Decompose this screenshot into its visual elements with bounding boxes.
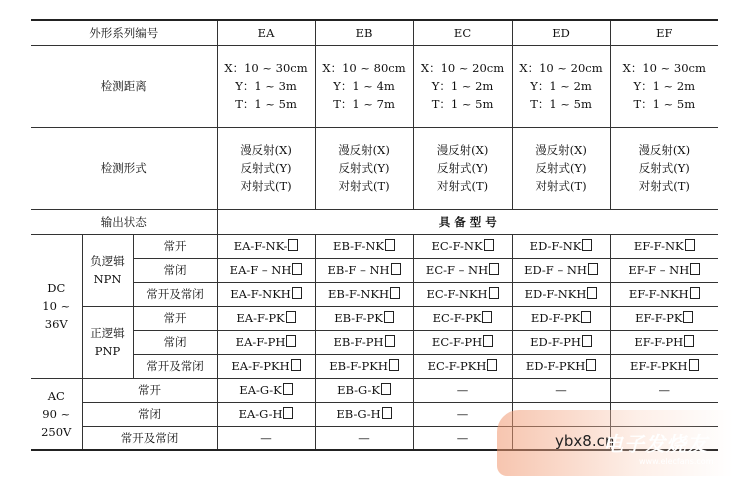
model-cell xyxy=(315,426,413,450)
series-header: EC xyxy=(413,20,512,45)
form-value: 漫反射(X) xyxy=(240,143,292,157)
watermark-site: ybx8.cn xyxy=(555,432,615,450)
distance-cell xyxy=(610,45,718,127)
model-cell xyxy=(315,234,413,258)
placeholder-box-icon xyxy=(389,359,399,371)
series-header: EF xyxy=(610,20,718,45)
distance-cell xyxy=(217,45,315,127)
model-cell xyxy=(315,282,413,306)
state-label: 常闭 xyxy=(133,330,217,354)
placeholder-box-icon xyxy=(685,239,695,251)
model-cell xyxy=(315,258,413,282)
dc-text: DC xyxy=(47,281,66,295)
distance-value: Y：1 ~ 3m xyxy=(235,79,297,93)
placeholder-box-icon xyxy=(582,335,592,347)
placeholder-box-icon xyxy=(487,359,497,371)
model-cell xyxy=(217,258,315,282)
model-cell xyxy=(413,330,512,354)
model-code: EB-F-NKH xyxy=(328,287,390,301)
logic-text: 负逻辑 xyxy=(90,254,125,268)
model-code: EA-F-NK- xyxy=(233,239,288,253)
placeholder-box-icon xyxy=(385,239,395,251)
placeholder-box-icon xyxy=(586,359,596,371)
model-cell xyxy=(512,234,610,258)
model-code: — xyxy=(456,407,469,421)
placeholder-box-icon xyxy=(690,287,700,299)
placeholder-box-icon xyxy=(288,239,298,251)
model-cell xyxy=(413,378,512,402)
row-label: 外形系列编号 xyxy=(31,20,217,45)
distance-value: T：1 ~ 5m xyxy=(530,97,592,111)
form-value: 对射式(T) xyxy=(535,179,587,193)
state-label: 常开及常闭 xyxy=(133,282,217,306)
model-cell xyxy=(217,402,315,426)
state-label: 常闭 xyxy=(82,402,217,426)
form-value: 漫反射(X) xyxy=(436,143,489,157)
placeholder-box-icon xyxy=(291,359,301,371)
model-cell xyxy=(413,402,512,426)
model-code: EA-F-PKH xyxy=(231,359,290,373)
series-header: EA xyxy=(217,20,315,45)
distance-value: T：1 ~ 5m xyxy=(235,97,297,111)
output-row xyxy=(31,209,718,234)
dc-row xyxy=(31,258,718,282)
form-value: 对射式(T) xyxy=(338,179,390,193)
model-cell xyxy=(413,258,512,282)
model-code: EA-F-PH xyxy=(235,335,286,349)
placeholder-box-icon xyxy=(683,311,693,323)
form-value: 反射式(Y) xyxy=(436,161,489,175)
form-value: 反射式(Y) xyxy=(240,161,292,175)
placeholder-box-icon xyxy=(489,287,499,299)
dc-row xyxy=(31,330,718,354)
distance-value: X：10 ~ 30cm xyxy=(224,61,308,75)
placeholder-box-icon xyxy=(292,287,302,299)
model-code: — xyxy=(260,430,272,445)
ac-row xyxy=(31,378,718,402)
model-cell xyxy=(512,354,610,378)
model-code: EF-F-PK xyxy=(635,311,683,325)
form-value: 漫反射(X) xyxy=(638,143,691,157)
distance-value: X：10 ~ 20cm xyxy=(420,61,505,75)
row-label: 检测形式 xyxy=(31,127,217,209)
logic-text: 正逻辑 xyxy=(90,326,125,340)
model-cell xyxy=(217,306,315,330)
model-code: EF-F-NK xyxy=(633,239,684,253)
form-value: 漫反射(X) xyxy=(535,143,587,157)
distance-value: T：1 ~ 7m xyxy=(333,97,395,111)
model-code: EB-G-H xyxy=(336,407,381,421)
placeholder-box-icon xyxy=(588,263,598,275)
form-row xyxy=(31,127,718,209)
model-code: EC-F-PK xyxy=(432,311,482,325)
model-code: EC-F-NKH xyxy=(426,287,488,301)
logic-text: NPN xyxy=(93,272,122,286)
form-cell xyxy=(610,127,718,209)
sensor-model-table xyxy=(31,19,718,451)
model-cell xyxy=(610,282,718,306)
model-code: ED-F-PH xyxy=(530,335,581,349)
model-code: ED-F-PK xyxy=(530,311,581,325)
model-code: ED-F-NKH xyxy=(524,287,587,301)
form-value: 反射式(Y) xyxy=(535,161,587,175)
model-code: ED-F – NH xyxy=(524,263,587,277)
model-cell xyxy=(413,234,512,258)
form-value: 对射式(T) xyxy=(436,179,489,193)
model-code: ED-F-NK xyxy=(529,239,582,253)
state-label: 常开 xyxy=(133,234,217,258)
model-code: EB-F-PKH xyxy=(329,359,388,373)
form-cell xyxy=(413,127,512,209)
placeholder-box-icon xyxy=(587,287,597,299)
distance-cell xyxy=(512,45,610,127)
placeholder-box-icon xyxy=(283,383,293,395)
placeholder-box-icon xyxy=(292,263,302,275)
state-label: 常开 xyxy=(82,378,217,402)
state-label: 常开及常闭 xyxy=(133,354,217,378)
placeholder-box-icon xyxy=(484,239,494,251)
model-cell xyxy=(610,378,718,402)
distance-value: T：1 ~ 5m xyxy=(633,97,696,111)
model-code: ED-F-PKH xyxy=(525,359,586,373)
placeholder-box-icon xyxy=(283,407,293,419)
model-cell xyxy=(217,234,315,258)
placeholder-box-icon xyxy=(384,311,394,323)
model-cell xyxy=(610,234,718,258)
logic-label xyxy=(82,306,133,378)
form-value: 漫反射(X) xyxy=(338,143,390,157)
distance-cell xyxy=(413,45,512,127)
model-cell xyxy=(217,282,315,306)
distance-value: X：10 ~ 20cm xyxy=(519,61,603,75)
model-code: EB-G-K xyxy=(337,383,380,397)
model-code: EB-F-PH xyxy=(333,335,384,349)
logic-label xyxy=(82,234,133,306)
row-label: 检测距离 xyxy=(31,45,217,127)
form-value: 反射式(Y) xyxy=(638,161,690,175)
ac-label xyxy=(31,378,82,450)
model-code: EF-F-PKH xyxy=(630,359,688,373)
placeholder-box-icon xyxy=(391,263,401,275)
model-cell xyxy=(610,306,718,330)
distance-row xyxy=(31,45,718,127)
model-code: — xyxy=(358,430,370,445)
model-cell xyxy=(512,378,610,402)
row-label: 输出状态 xyxy=(31,209,217,234)
dc-label xyxy=(31,234,82,378)
model-cell xyxy=(413,282,512,306)
placeholder-box-icon xyxy=(286,311,296,323)
model-code: EA-F – NH xyxy=(229,263,292,277)
model-code: EF-F-PH xyxy=(634,335,684,349)
model-cell xyxy=(413,306,512,330)
model-code: EB-F-NK xyxy=(333,239,384,253)
watermark-brand: 电子发烧友 xyxy=(603,432,708,456)
model-cell xyxy=(610,258,718,282)
model-cell xyxy=(217,354,315,378)
form-cell xyxy=(512,127,610,209)
distance-value: T：1 ~ 5m xyxy=(431,97,494,111)
placeholder-box-icon xyxy=(390,287,400,299)
state-label: 常开 xyxy=(133,306,217,330)
model-cell xyxy=(512,282,610,306)
placeholder-box-icon xyxy=(286,335,296,347)
model-code: — xyxy=(456,430,469,445)
model-code: EF-F-NKH xyxy=(628,287,689,301)
model-code: EA-F-NKH xyxy=(230,287,291,301)
watermark-url: www.elecfans.com xyxy=(639,457,714,466)
placeholder-box-icon xyxy=(385,335,395,347)
model-cell xyxy=(512,330,610,354)
distance-value: X：10 ~ 30cm xyxy=(622,61,706,75)
distance-value: Y：1 ~ 2m xyxy=(431,79,494,93)
form-cell xyxy=(315,127,413,209)
model-code: EB-F-PK xyxy=(334,311,383,325)
distance-value: Y：1 ~ 2m xyxy=(530,79,592,93)
placeholder-box-icon xyxy=(483,335,493,347)
state-label: 常闭 xyxy=(133,258,217,282)
model-code: — xyxy=(456,383,469,397)
model-cell xyxy=(512,306,610,330)
ac-text: 90 ~ 250V xyxy=(41,406,72,439)
model-cell xyxy=(413,354,512,378)
models-header: 具 备 型 号 xyxy=(217,209,718,234)
model-cell xyxy=(512,258,610,282)
placeholder-box-icon xyxy=(582,239,592,251)
state-label: 常开及常闭 xyxy=(82,426,217,450)
ac-text: AC xyxy=(47,388,65,403)
header-row xyxy=(31,20,718,45)
form-cell xyxy=(217,127,315,209)
form-value: 对射式(T) xyxy=(240,179,292,193)
model-code: EA-G-K xyxy=(239,383,282,397)
distance-value: X：10 ~ 80cm xyxy=(322,61,406,75)
distance-value: Y：1 ~ 4m xyxy=(333,79,395,93)
watermark-logo xyxy=(497,410,733,476)
model-cell xyxy=(217,330,315,354)
placeholder-box-icon xyxy=(489,263,499,275)
model-cell xyxy=(315,378,413,402)
model-code: EC-F – NH xyxy=(425,263,489,277)
placeholder-box-icon xyxy=(684,335,694,347)
model-cell xyxy=(610,354,718,378)
distance-cell xyxy=(315,45,413,127)
placeholder-box-icon xyxy=(482,311,492,323)
dc-row xyxy=(31,282,718,306)
placeholder-box-icon xyxy=(381,383,391,395)
dc-row xyxy=(31,354,718,378)
model-cell xyxy=(610,330,718,354)
form-value: 对射式(T) xyxy=(638,179,690,193)
model-code: EA-F-PK xyxy=(236,311,285,325)
model-code: EC-F-NK xyxy=(431,239,483,253)
model-cell xyxy=(315,402,413,426)
placeholder-box-icon xyxy=(382,407,392,419)
dc-row xyxy=(31,306,718,330)
model-code: — xyxy=(555,383,567,397)
model-cell xyxy=(217,426,315,450)
model-code: EB-F – NH xyxy=(327,263,390,277)
model-code: EC-F-PH xyxy=(431,335,483,349)
series-header: ED xyxy=(512,20,610,45)
model-cell xyxy=(315,330,413,354)
placeholder-box-icon xyxy=(581,311,591,323)
model-cell xyxy=(315,354,413,378)
distance-value: Y：1 ~ 2m xyxy=(633,79,696,93)
placeholder-box-icon xyxy=(689,359,699,371)
dc-text: 10 ~ 36V xyxy=(42,299,71,331)
model-cell xyxy=(315,306,413,330)
model-code: — xyxy=(658,383,671,397)
placeholder-box-icon xyxy=(690,263,700,275)
dc-row xyxy=(31,234,718,258)
model-code: EF-F – NH xyxy=(628,263,690,277)
series-header: EB xyxy=(315,20,413,45)
form-value: 反射式(Y) xyxy=(338,161,390,175)
model-code: EA-G-H xyxy=(238,407,283,421)
model-cell xyxy=(217,378,315,402)
model-code: EC-F-PKH xyxy=(427,359,487,373)
logic-text: PNP xyxy=(94,344,121,358)
